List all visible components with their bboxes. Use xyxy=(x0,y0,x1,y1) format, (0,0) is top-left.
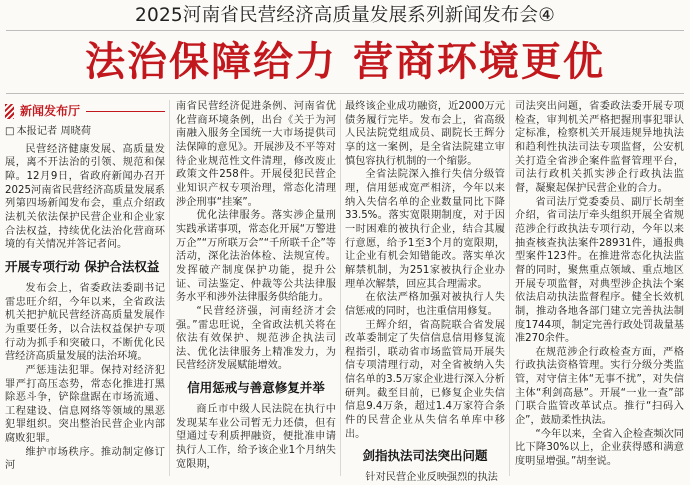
paragraph: “今年以来，全省入企检查频次同比下降30%以上，企业获得感和满意度明显增强。”胡奎说。 xyxy=(515,428,684,468)
paragraph: 维护市场秩序。推动制定修订河 xyxy=(5,446,165,472)
header-divider-top xyxy=(6,30,684,31)
article-column-3 xyxy=(345,100,505,484)
paragraph: 严惩违法犯罪。保持对经济犯罪严打高压态势，常态化推进打黑除恶斗争，铲除盘踞在市场流通、工程建设、信息网络等领域的黑恶犯罪组织。突出整治民营企业内部腐败犯罪。 xyxy=(5,364,165,445)
column-tag-marker xyxy=(5,104,14,119)
byline-marker: □ xyxy=(5,126,15,137)
paragraph: 最终该企业成功融资，近2000万元债务履行完毕。发布会上，省高级人民法院党组成员、副院长王辉分享的这一案例，是全省法院建立审慎包容执行机制的一个缩影。 xyxy=(345,101,505,167)
paragraph: 王辉介绍，省高院联合省发展改革委制定了失信信息信用修复流程指引，联动省市场监管局开展失信专项清理行动，对全省被纳入失信名单的3.5万家企业进行深入分析研判。截至目前，已修复企业失信信息9.4万条，超过1.4万家符合条件的民营企业从失信名单库中移出。 xyxy=(345,319,505,440)
main-headline: 法治保障给力 营商环境更优 xyxy=(85,39,605,85)
subheading-special-action: 开展专项行动 保护合法权益 xyxy=(5,258,160,274)
column-divider-3 xyxy=(509,100,510,476)
paragraph: 南省民营经济促进条例、河南省优化营商环境条例，出台《关于为河南融入服务全国统一大市场提供司法保障的意见》。开展涉及不平等对待企业规范性文件清理，修改废止政策文件258件。开展侵犯民营企业知识产权专项治理，常态化清理涉企刑事“挂案”。 xyxy=(176,101,336,208)
column-tag-label: 新闻发布厅 xyxy=(20,103,81,118)
paragraph: 在依法严格加强对被执行人失信惩戒的同时，也注重信用修复。 xyxy=(345,292,505,317)
column-divider-1 xyxy=(169,100,170,476)
byline xyxy=(5,125,165,139)
lead-paragraph: 民营经济健康发展、高质量发展，离不开法治的引领、规范和保障。12月9日，省政府新闻办召开2025河南省民营经济高质量发展系列第四场新闻发布会，重点介绍政法机关依法保护民营企业和企业家合法权益，持续优化法治化营商环境的有关情况并答记者问。 xyxy=(5,143,165,251)
paragraph: 发布会上，省委政法委副书记雷忠旺介绍，今年以来，全省政法机关把护航民营经济高质量发展作为重要任务，以合法权益保护专项行动为抓手和突破口，不断优化民营经济高质量发展的法治环境。 xyxy=(5,282,165,363)
paragraph: 优化法律服务。落实涉企量刑实践承诺事项，常态化开展“万警进万企”“万所联万会”“千所联千企”等活动，深化法治体检、法规宣传。发挥破产制度保护功能，提升公证、司法鉴定、仲裁等公共法律服务水平和涉外法律服务供给能力。 xyxy=(176,210,336,304)
paragraph: 在规范涉企行政检查方面，严格行政执法资格管理。实行分级分类监管，对守信主体“无事不扰”，对失信主体“利剑高悬”。开展“一业一查”部门联合监管改革试点。推行“扫码入企”，鼓励柔性执法。 xyxy=(515,346,684,427)
paragraph: “民营经济强，河南经济才会强。”雷忠旺说，全省政法机关将在依法有效保护、规范涉企执法司法、优化法律服务上精准发力，为民营经济发展赋能增效。 xyxy=(176,305,336,372)
paragraph: 商丘市中级人民法院在执行中发现某车业公司暂无力还债，但有望通过专利质押融资，便批准申请执行人工作，给予该企业1个月纳失宽限期， xyxy=(176,404,336,470)
article-column-1 xyxy=(5,100,165,476)
series-title: 2025河南省民营经济高质量发展系列新闻发布会④ xyxy=(135,5,555,26)
column-tag xyxy=(5,104,165,119)
paragraph: 全省法院深入推行失信分级管理，信用惩戒宽严相济，今年以来纳入失信名单的企业数量同比下降33.5%。落实宽限期制度，对于因一时困难的被执行企业，结合其履行意愿，给予1至3个月的宽限期，让企业有机会知错能改。落实单次解禁机制，为251家被执行企业办理单次解禁，回应其合理需求。 xyxy=(345,169,505,290)
subheading-credit-repair: 信用惩戒与善意修复并举 xyxy=(187,380,325,396)
paragraph: 司法突出问题，省委政法委开展专项检查，审判机关严格把握刑事犯罪认定标准，检察机关开展违规异地执法和趋利性执法司法专项监督，公安机关打造全省涉企案件监督管理平台，司法行政机关抓实涉企行政执法监督，凝聚起保护民营企业的合力。 xyxy=(515,101,684,194)
column-divider-2 xyxy=(340,100,341,476)
subheading-enforcement-issues: 剑指执法司法突出问题 xyxy=(362,448,488,464)
paragraph: 省司法厅党委委员、副厅长胡奎介绍，省司法厅牵头组织开展全省规范涉企行政执法专项行动，今年以来抽查核查执法案件28931件，通报典型案件123件。在推进常态化执法监督的同时，聚焦重点领域、重点地区开展专项监督，对典型涉企执法个案依法启动执法监督程序。健全长效机制，推动各地各部门建立完善执法制度1744项，制定完善行政处罚裁量基准270余件。 xyxy=(515,196,684,345)
column-tag-rule xyxy=(86,111,165,112)
byline-text: 本报记者 周晓荷 xyxy=(16,126,92,137)
header-divider-bottom xyxy=(6,93,684,94)
paragraph: 针对民营企业反映强烈的执法 xyxy=(365,472,498,484)
article-column-2 xyxy=(176,100,336,476)
article-column-4 xyxy=(515,100,684,476)
